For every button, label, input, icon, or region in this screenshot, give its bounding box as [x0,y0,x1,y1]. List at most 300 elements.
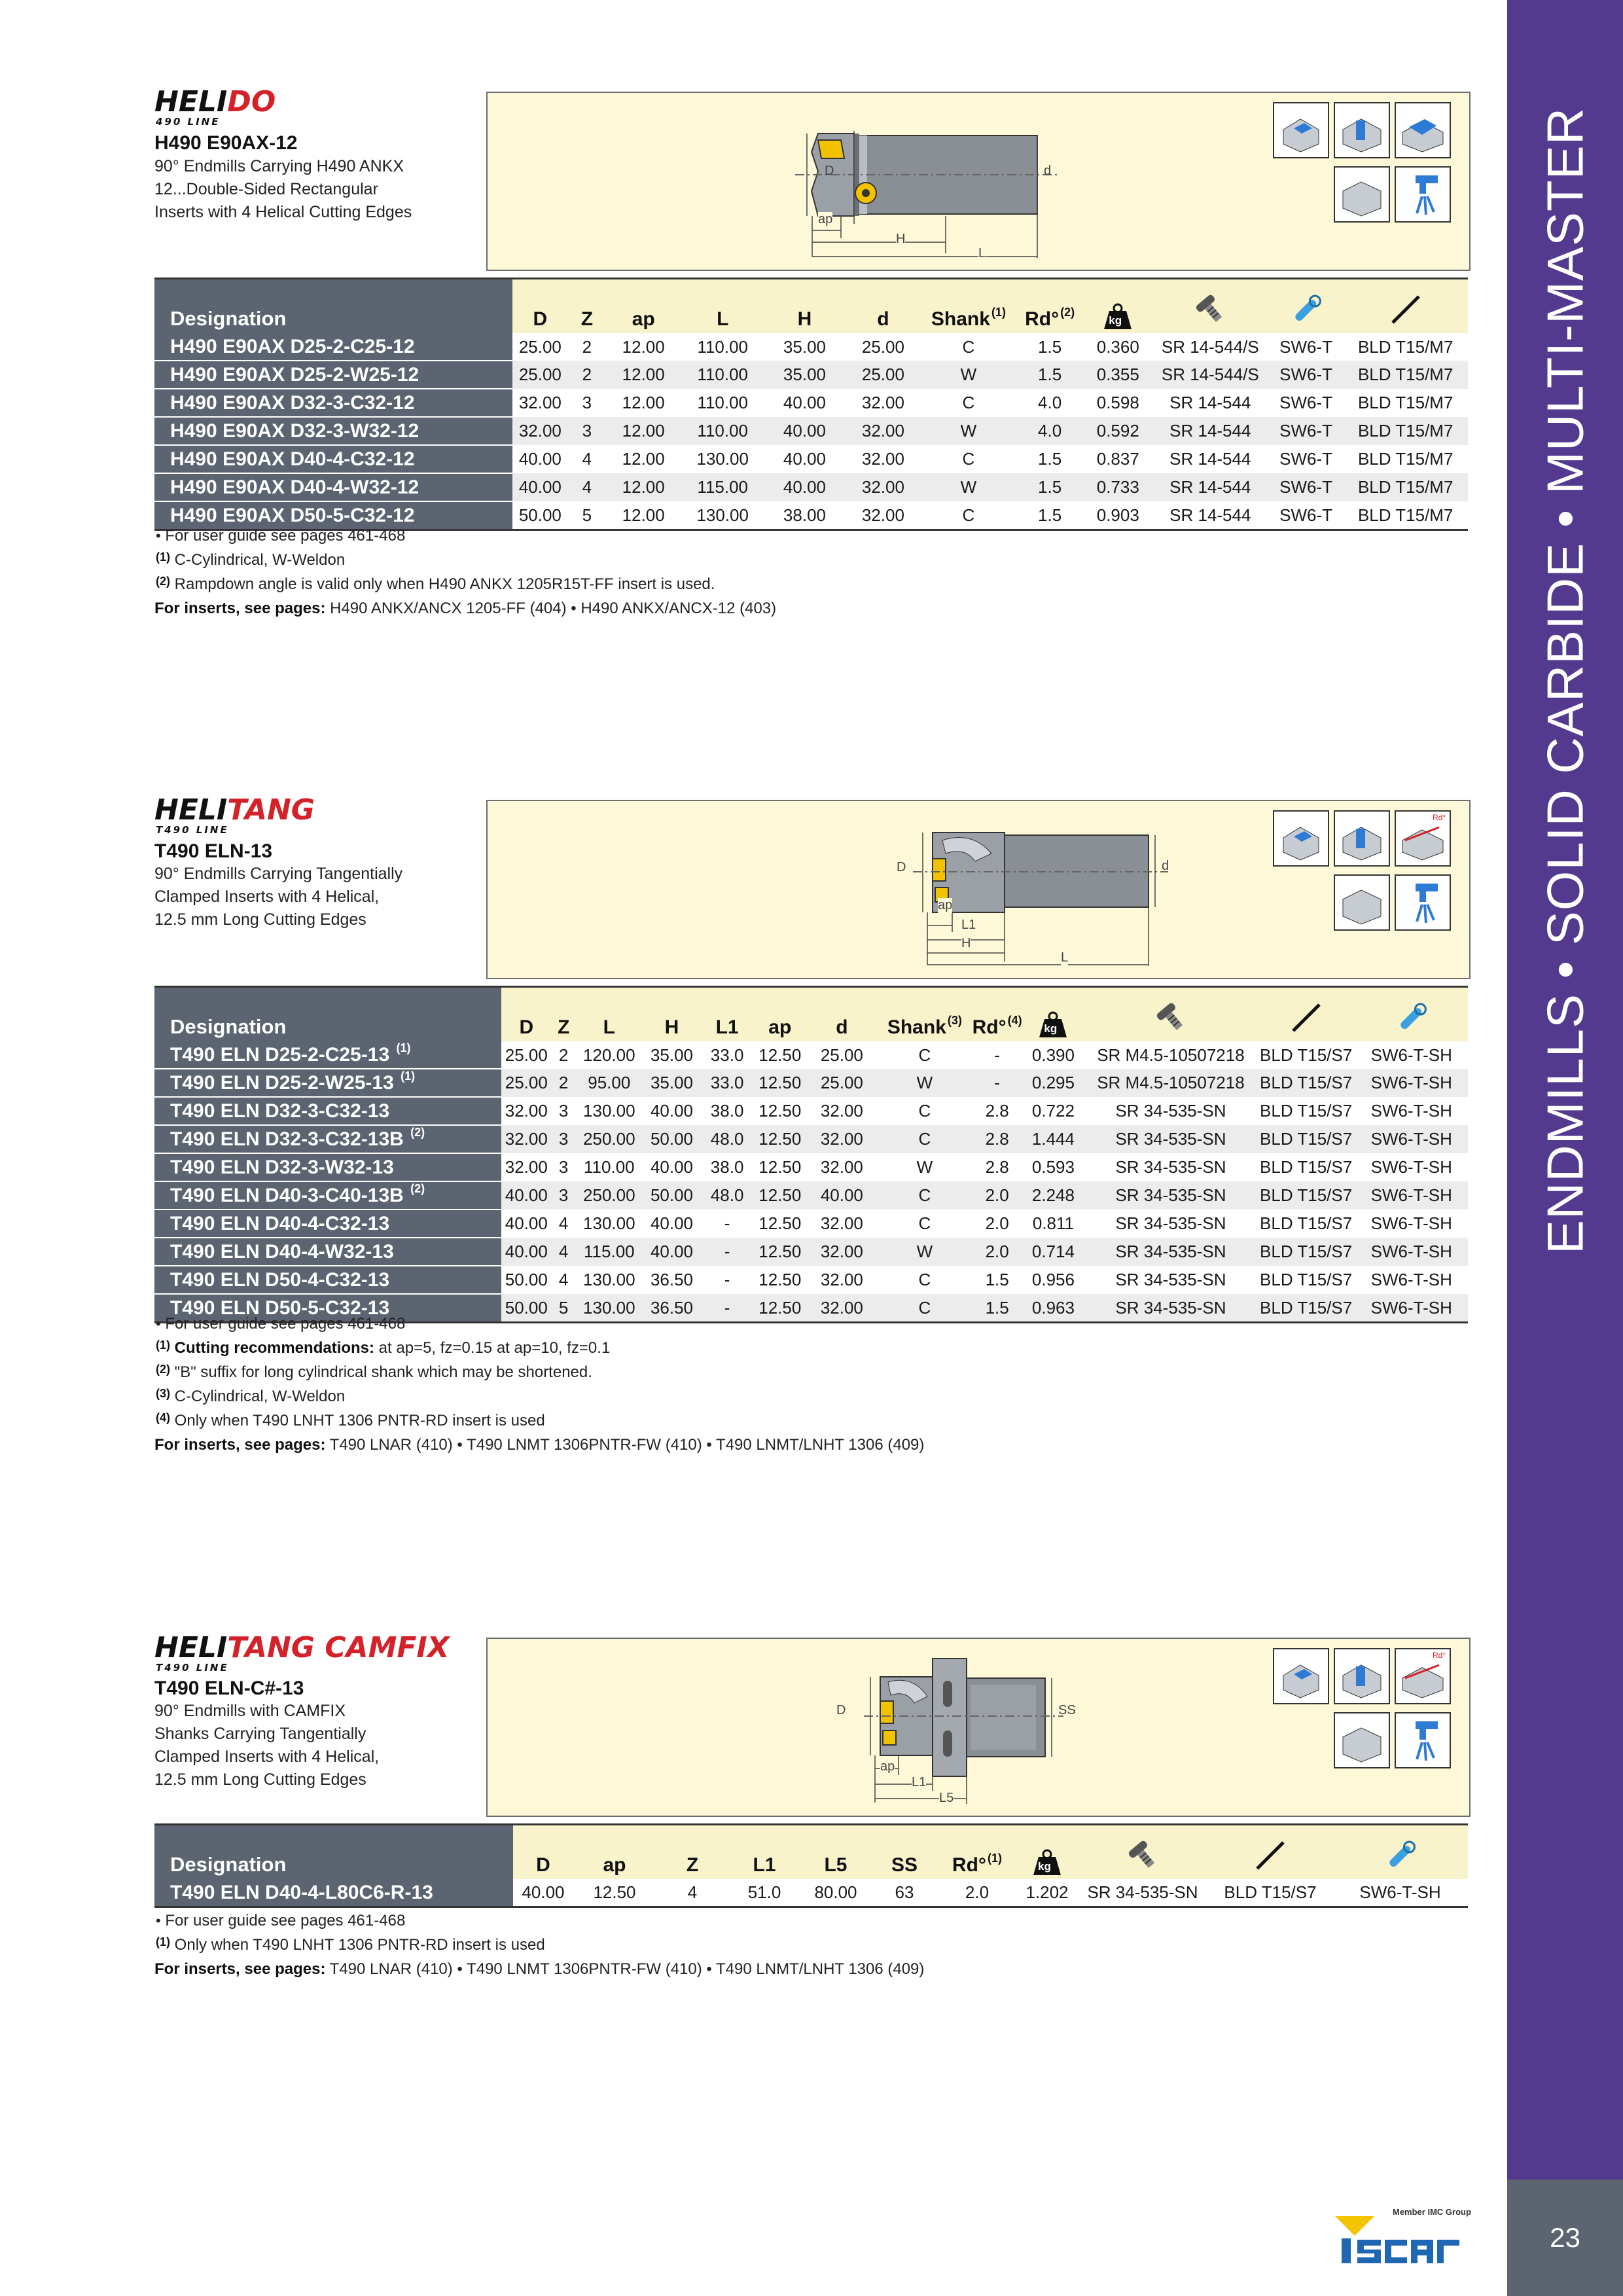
cell-designation [154,473,512,501]
desc-line: 12...Double-Sided Rectangular [154,180,378,198]
brand-line: T490 LINE [156,1662,229,1674]
shoulder-milling-icon [1395,102,1451,158]
cell-D: 32.00 [501,1125,551,1153]
cell-d: 25.00 [845,333,922,361]
table-row [154,473,1468,501]
inserts-line [154,1957,924,1981]
cell-key: SW6-T-SH [1355,1153,1468,1181]
col-SS: SS [872,1825,937,1880]
cell-designation [154,1210,501,1238]
brand-part-a: HELI [154,1631,228,1664]
dim-L5: L5 [939,1791,954,1805]
cell-Z: 2 [551,1069,576,1097]
cell-rd: 1.5 [972,1294,1022,1323]
cell-screw: SR 34-535-SN [1084,1153,1257,1181]
cell-ap: 12.50 [753,1266,807,1294]
cell-D: 25.00 [512,361,567,389]
cell-H: 40.00 [643,1097,702,1125]
cell-screw: SR 14-544/S [1152,333,1269,361]
note-text: Rampdown angle is valid only when H490 ANKX 1205R15T-FF insert is used. [174,575,715,593]
cell-blade: BLD T15/S7 [1257,1238,1355,1266]
cell-ap: 12.00 [606,473,681,501]
col-L: L [681,279,764,334]
col-D: D [513,1825,573,1880]
helido-logo [154,85,276,118]
table-row [154,1266,1468,1294]
cell-blade: BLD T15/S7 [1257,1097,1355,1125]
product-title: T490 ELN-C#-13 [154,1677,304,1699]
slotting-icon [1334,1648,1390,1704]
desc-line: 90° Endmills Carrying H490 ANKX [154,157,404,175]
cell-Z: 3 [567,389,606,417]
designation-text: H490 E90AX D32-3-W32-12 [170,420,419,442]
cell-L1: 51.0 [729,1879,800,1907]
screw-icon [1124,1839,1161,1876]
col-shank [877,987,972,1042]
cell-Z: 2 [567,361,606,389]
cell-L: 110.00 [681,417,764,445]
note-line [154,1408,924,1433]
col-ap: ap [753,987,807,1042]
cell-D: 40.00 [512,473,567,501]
cell-Z: 3 [551,1153,576,1181]
dim-H: H [961,936,971,950]
cell-H: 38.00 [764,501,844,530]
cell-Z: 5 [567,501,606,530]
note-marker: (4) [156,1411,170,1424]
cell-L: 110.00 [576,1153,643,1181]
col-D: D [512,279,567,334]
cell-H: 50.00 [643,1181,702,1210]
cell-kg: 2.248 [1022,1181,1085,1210]
rd-label: Rd° [1433,813,1446,822]
cell-rd: 1.5 [972,1266,1022,1294]
cell-H: 36.50 [643,1266,702,1294]
inserts-line [154,596,776,620]
spec-table-3 [154,1823,1468,1908]
rd-label: Rd° [1025,308,1060,330]
col-shank [921,279,1015,334]
designation-text: T490 ELN D40-4-L80C6-R-13 [170,1881,433,1903]
note-text: at ap=5, fz=0.15 at ap=10, fz=0.1 [374,1339,611,1357]
dim-SS: SS [1058,1703,1076,1717]
tool-figure [486,1638,1471,1817]
cell-kg: 0.837 [1084,445,1152,473]
cell-D: 25.00 [501,1041,551,1069]
cell-screw: SR M4.5-10507218 [1084,1041,1257,1069]
col-weight [1017,1825,1077,1880]
cell-Z: 4 [567,445,606,473]
side-band-title-wrap [1507,0,1623,2179]
cell-rd: 2.0 [972,1210,1022,1238]
footnote-ref: (2) [1060,306,1075,319]
cell-shank: W [921,417,1015,445]
brand-part-b: TANG [227,1631,315,1664]
note-line [154,572,776,596]
cell-d: 25.00 [845,361,922,389]
side-band-title: ENDMILLS • SOLID CARBIDE • MULTI-MASTER [1536,107,1594,1255]
designation-text: H490 E90AX D50-5-C32-12 [170,504,415,526]
cell-shank: C [877,1125,972,1153]
col-rd [937,1825,1017,1880]
cell-d: 32.00 [807,1125,877,1153]
col-ap: ap [606,279,681,334]
cell-rd: 1.5 [1015,361,1084,389]
coolant-icon [1395,166,1451,223]
col-ap: ap [573,1825,656,1880]
table-row [154,1069,1468,1097]
designation-text: H490 E90AX D40-4-W32-12 [170,476,419,498]
cell-shank: C [877,1041,972,1069]
cell-designation [154,1153,501,1181]
cell-rd: - [972,1041,1022,1069]
dim-ap: ap [880,1759,895,1774]
cell-kg: 0.360 [1084,333,1152,361]
desc-line: 90° Endmills with CAMFIX [154,1702,346,1720]
cell-kg: 0.295 [1022,1069,1085,1097]
dim-H: H [896,232,906,246]
cell-kg: 0.714 [1022,1238,1085,1266]
footnote-ref: (1) [396,1041,411,1054]
product-description [154,155,412,224]
cell-rd: 2.8 [972,1125,1022,1153]
desc-line: 12.5 mm Long Cutting Edges [154,1770,366,1789]
cell-screw: SR 14-544 [1152,389,1269,417]
cell-designation [154,1097,501,1125]
key-icon [1382,1839,1419,1876]
plunging-icon [1334,1712,1390,1768]
cell-shank: C [877,1294,972,1323]
dim-L: L [1061,950,1069,965]
page-number-box [1507,2179,1623,2296]
cell-d: 32.00 [807,1097,877,1125]
cell-L: 130.00 [681,445,764,473]
desc-line: Shanks Carrying Tangentially [154,1725,366,1743]
brand-part-a: HELI [154,85,228,118]
cell-H: 35.00 [764,361,844,389]
cell-D: 40.00 [501,1238,551,1266]
rd-label: Rd° [972,1016,1007,1038]
cell-key: SW6-T [1269,417,1344,445]
footnote-ref: (4) [1007,1014,1022,1027]
desc-line: Inserts with 4 Helical Cutting Edges [154,203,412,221]
brand-line: T490 LINE [156,824,229,836]
col-key [1269,279,1344,334]
table-row [154,1125,1468,1153]
cell-L1: 38.0 [701,1153,753,1181]
cell-D: 40.00 [501,1181,551,1210]
note-marker: • [156,1912,161,1929]
cell-blade: BLD T15/S7 [1257,1266,1355,1294]
cell-blade: BLD T15/M7 [1343,501,1468,530]
col-d: d [807,987,877,1042]
cell-L1: 33.0 [701,1041,753,1069]
cell-ap: 12.50 [573,1879,656,1907]
cell-key: SW6-T [1269,389,1344,417]
cell-shank: C [877,1266,972,1294]
cell-rd: 1.5 [1015,501,1084,530]
cell-L: 120.00 [576,1041,643,1069]
cell-kg: 0.811 [1022,1210,1085,1238]
col-L: L [576,987,643,1042]
col-screw [1084,987,1257,1042]
cell-key: SW6-T-SH [1355,1266,1468,1294]
cell-L1: 33.0 [701,1069,753,1097]
note-text: Only when T490 LNHT 1306 PNTR-RD insert is used [174,1936,545,1954]
cell-designation [154,1238,501,1266]
col-d: d [845,279,922,334]
cell-Z: 3 [551,1181,576,1210]
cell-rd: 2.0 [972,1181,1022,1210]
cell-ap: 12.00 [606,361,681,389]
col-rd [1015,279,1084,334]
cell-designation [154,1125,501,1153]
page-number: 23 [1550,2222,1580,2253]
cell-screw: SR 14-544/S [1152,361,1269,389]
cell-shank: W [877,1153,972,1181]
weight-unit: kg [1044,1022,1058,1035]
table-row [154,1238,1468,1266]
cell-D: 40.00 [512,445,567,473]
cell-kg: 1.444 [1022,1125,1085,1153]
designation-text: T490 ELN D32-3-W32-13 [170,1156,394,1178]
cell-D: 50.00 [501,1266,551,1294]
cell-H: 36.50 [643,1294,702,1323]
designation-text: T490 ELN D40-4-W32-13 [170,1240,394,1263]
cell-kg: 0.733 [1084,473,1152,501]
cell-key: SW6-T [1269,473,1344,501]
note-line [154,1909,924,1933]
cell-designation [154,1069,501,1097]
dim-L1: L1 [961,918,976,932]
cell-rd: 2.0 [972,1238,1022,1266]
dim-ap: ap [818,212,833,226]
note-marker: • [156,1316,161,1332]
cell-ap: 12.00 [606,389,681,417]
slotting-icon [1334,102,1390,158]
table-body-3 [154,1879,1468,1907]
cell-L: 250.00 [576,1181,643,1210]
ramping-icon [1334,166,1390,223]
col-Z: Z [656,1825,729,1880]
table-body-1 [154,333,1468,530]
cell-blade: BLD T15/S7 [1257,1041,1355,1069]
cell-kg: 0.593 [1022,1153,1085,1181]
cell-L: 130.00 [576,1294,643,1323]
footnote-ref: (1) [991,306,1006,319]
cell-screw: SR 34-535-SN [1084,1097,1257,1125]
weight-icon [1103,303,1133,331]
product-title: T490 ELN-13 [154,840,273,862]
screw-icon [1192,293,1228,331]
cell-shank: W [921,473,1015,501]
cell-kg: 0.956 [1022,1266,1085,1294]
cell-key: SW6-T [1269,445,1344,473]
screwdriver-blade-icon [1387,293,1424,331]
spec-table-1 [154,278,1468,531]
inserts-label: For inserts, see pages: [154,1960,326,1978]
col-L5: L5 [800,1825,872,1880]
cell-key: SW6-T-SH [1355,1294,1468,1323]
dim-D: D [897,860,906,874]
cell-designation [154,1041,501,1069]
cell-rd: 1.5 [1015,445,1084,473]
cell-blade: BLD T15/M7 [1343,473,1468,501]
face-milling-icon [1273,810,1329,867]
designation-text: T490 ELN D50-4-C32-13 [170,1268,390,1291]
cell-designation [154,1879,513,1907]
cell-D: 50.00 [501,1294,551,1323]
cell-L1: - [701,1294,753,1323]
cell-screw: SR 34-535-SN [1084,1181,1257,1210]
cell-d: 32.00 [845,417,922,445]
footnote-ref: (2) [410,1125,425,1139]
dim-L1: L1 [912,1775,927,1789]
col-H: H [643,987,702,1042]
cell-ap: 12.00 [606,501,681,530]
cell-D: 32.00 [512,417,567,445]
product-title: H490 E90AX-12 [154,132,298,154]
col-weight [1022,987,1085,1042]
cell-ap: 12.50 [753,1125,807,1153]
note-marker: (2) [156,1363,170,1376]
cell-Z: 4 [656,1879,729,1907]
footnote-ref: (3) [947,1014,962,1027]
col-blade [1208,1825,1332,1880]
cell-shank: C [877,1210,972,1238]
cell-blade: BLD T15/S7 [1257,1294,1355,1323]
col-screw [1152,279,1269,334]
weight-unit: kg [1038,1860,1051,1873]
cell-D: 50.00 [512,501,567,530]
cell-d: 32.00 [845,473,922,501]
col-blade [1343,279,1468,334]
cell-Z: 5 [551,1294,576,1323]
designation-text: H490 E90AX D32-3-C32-12 [170,391,415,414]
cell-Z: 4 [551,1238,576,1266]
col-L1: L1 [701,987,753,1042]
iscar-logo [1335,2198,1499,2270]
note-text: For user guide see pages 461-468 [165,527,406,545]
cell-ap: 12.00 [606,417,681,445]
footnote-ref: (2) [410,1181,425,1195]
table-row [154,1210,1468,1238]
note-marker: (2) [156,575,170,588]
cell-screw: SR 34-535-SN [1084,1125,1257,1153]
note-line [154,524,776,548]
cell-Z: 2 [567,333,606,361]
cell-blade: BLD T15/S7 [1257,1210,1355,1238]
cell-d: 40.00 [807,1181,877,1210]
screw-icon [1152,1001,1189,1039]
ramping-angle-icon [1395,810,1451,867]
designation-text: H490 E90AX D25-2-C25-12 [170,335,415,357]
table-header-row [154,1825,1468,1880]
table-row [154,361,1468,389]
cell-blade: BLD T15/M7 [1343,445,1468,473]
table-row [154,445,1468,473]
cell-Z: 4 [551,1266,576,1294]
cell-L1: - [701,1238,753,1266]
cell-shank: C [921,445,1015,473]
cell-blade: BLD T15/S7 [1257,1153,1355,1181]
cell-H: 40.00 [764,473,844,501]
brand-part-b: TANG [227,793,315,827]
note-text: For user guide see pages 461-468 [165,1912,406,1929]
col-rd [972,987,1022,1042]
note-marker: (1) [156,1935,170,1948]
dim-ap: ap [938,898,953,912]
col-blade [1257,987,1355,1042]
cell-H: 35.00 [643,1069,702,1097]
col-designation: Designation [154,987,501,1042]
cell-Z: 4 [551,1210,576,1238]
cell-designation [154,389,512,417]
cell-L: 110.00 [681,333,764,361]
cell-ap: 12.50 [753,1238,807,1266]
cell-rd: 1.5 [1015,333,1084,361]
cell-shank: C [921,389,1015,417]
desc-line: Clamped Inserts with 4 Helical, [154,1748,380,1766]
cell-Z: 3 [551,1097,576,1125]
designation-text: T490 ELN D40-3-C40-13B [170,1184,404,1206]
cell-ap: 12.50 [753,1181,807,1210]
cell-screw: SR 34-535-SN [1084,1266,1257,1294]
key-icon [1288,293,1325,331]
table-header-row [154,279,1468,334]
col-designation: Designation [154,279,512,334]
cell-d: 32.00 [807,1266,877,1294]
spec-table-2 [154,986,1468,1323]
cell-L: 130.00 [681,501,764,530]
rd-label: Rd° [1433,1651,1446,1660]
cell-H: 35.00 [643,1041,702,1069]
cell-key: SW6-T [1269,333,1344,361]
col-Z: Z [551,987,576,1042]
cell-ap: 12.50 [753,1097,807,1125]
table-row [154,333,1468,361]
cell-D: 32.00 [501,1097,551,1125]
cell-screw: SR 34-535-SN [1084,1294,1257,1323]
cell-kg: 1.202 [1017,1879,1077,1907]
tool-figure [486,92,1471,271]
cell-d: 32.00 [807,1210,877,1238]
cell-rd: 4.0 [1015,389,1084,417]
cell-H: 40.00 [764,445,844,473]
dim-L: L [978,246,986,260]
designation-text: T490 ELN D32-3-C32-13 [170,1100,390,1122]
cell-H: 50.00 [643,1125,702,1153]
notes-2 [154,1312,924,1457]
cell-d: 32.00 [807,1238,877,1266]
cell-screw: SR 34-535-SN [1084,1210,1257,1238]
cell-D: 40.00 [513,1879,573,1907]
inserts-text: T490 LNAR (410) • T490 LNMT 1306PNTR-FW (410) • T490 LNMT/LNHT 1306 (409) [329,1960,925,1978]
inserts-text: H490 ANKX/ANCX 1205-FF (404) • H490 ANKX/ANCX-12 (403) [330,600,777,617]
cell-designation [154,1266,501,1294]
cell-kg: 0.592 [1084,417,1152,445]
cell-key: SW6-T-SH [1332,1879,1468,1907]
cell-shank: W [877,1069,972,1097]
note-text: C-Cylindrical, W-Weldon [174,1388,346,1405]
designation-text: T490 ELN D25-2-C25-13 [170,1043,390,1066]
note-marker: (1) [156,550,170,564]
desc-line: 12.5 mm Long Cutting Edges [154,910,366,929]
cell-H: 40.00 [643,1210,702,1238]
cell-rd: 2.8 [972,1153,1022,1181]
cell-L: 110.00 [681,389,764,417]
screwdriver-blade-icon [1252,1839,1289,1876]
